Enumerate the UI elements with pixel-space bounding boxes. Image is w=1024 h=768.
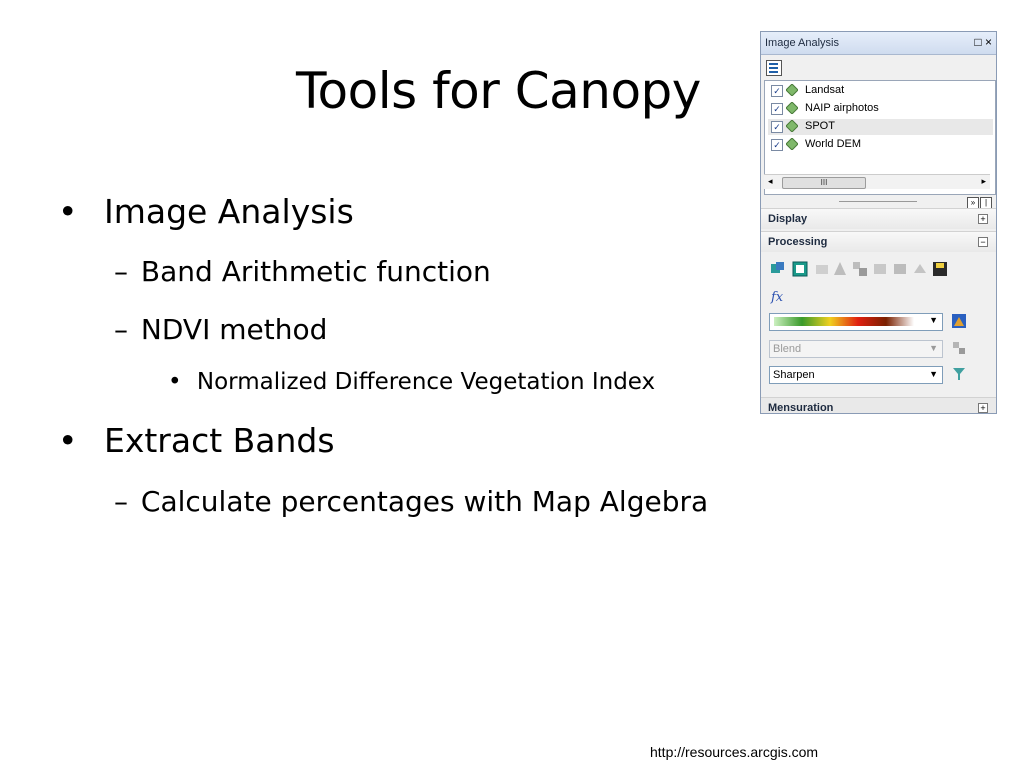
bullet-marker: •: [58, 421, 78, 460]
bullet-ndvi-definition: [168, 369, 655, 395]
bullet-band-arithmetic: [114, 255, 491, 288]
raster-layer-icon: [786, 138, 798, 150]
sharpen-value: Sharpen: [773, 369, 815, 381]
bullet-text: Image Analysis: [103, 192, 354, 231]
expand-icon[interactable]: +: [978, 403, 988, 413]
blend-tool-icon[interactable]: [951, 340, 967, 356]
stretch-icon[interactable]: [951, 313, 967, 329]
bullet-marker: •: [168, 369, 182, 395]
layer-list-scrollbar[interactable]: [764, 174, 990, 189]
shaded-relief-icon[interactable]: [832, 261, 848, 277]
bullet-text: Extract Bands: [103, 421, 335, 460]
raster-layer-icon: [786, 84, 798, 96]
layer-row[interactable]: [768, 83, 993, 99]
bullet-image-analysis: [58, 192, 354, 231]
bullet-marker: •: [58, 192, 78, 231]
layer-checkbox[interactable]: ✓: [771, 139, 783, 151]
bullet-extract-bands: [58, 421, 335, 460]
sharpen-select[interactable]: [769, 366, 943, 384]
save-icon[interactable]: [932, 261, 948, 277]
function-fx-icon[interactable]: [770, 288, 786, 304]
bullet-marker: –: [114, 313, 128, 346]
bullet-map-algebra: [114, 485, 708, 518]
raster-layer-icon: [786, 102, 798, 114]
orthorectify-icon[interactable]: [892, 261, 908, 277]
section-mensuration[interactable]: [761, 397, 996, 414]
slide-title: Tools for Canopy: [296, 62, 701, 120]
layer-name: SPOT: [805, 120, 835, 132]
layer-checkbox[interactable]: ✓: [771, 121, 783, 133]
bullet-text: NDVI method: [140, 313, 328, 346]
blend-select[interactable]: [769, 340, 943, 358]
panel-mini-buttons: [966, 196, 992, 208]
raster-layer-icon: [786, 120, 798, 132]
section-display[interactable]: [761, 208, 996, 229]
layer-row[interactable]: [768, 137, 993, 153]
scroll-right-icon[interactable]: ▸: [981, 176, 986, 186]
list-options-icon[interactable]: [766, 60, 782, 76]
collapse-icon[interactable]: −: [978, 237, 988, 247]
pansharpen-icon[interactable]: [912, 261, 928, 277]
layer-row[interactable]: [768, 101, 993, 117]
clip-icon[interactable]: [792, 261, 808, 277]
source-url[interactable]: http://resources.arcgis.com: [650, 744, 819, 760]
layer-name: Landsat: [805, 84, 845, 96]
color-ramp-select[interactable]: [769, 313, 943, 331]
processing-toolbar: [768, 261, 968, 304]
dropdown-arrow-icon: ▼: [929, 343, 938, 353]
layer-row[interactable]: [768, 119, 993, 135]
layer-checkbox[interactable]: ✓: [771, 103, 783, 115]
section-label: Display: [768, 213, 808, 225]
filter-icon[interactable]: [951, 366, 967, 382]
bullet-ndvi-method: [114, 313, 327, 346]
image-analysis-panel: [760, 31, 997, 414]
band-arithmetic-icon[interactable]: [770, 261, 786, 277]
dropdown-arrow-icon: ▼: [929, 369, 938, 379]
panel-window-buttons[interactable]: □ ×: [974, 35, 992, 49]
pin-icon[interactable]: |: [980, 197, 992, 209]
scroll-left-icon[interactable]: ◂: [768, 176, 773, 186]
expand-icon[interactable]: +: [978, 214, 988, 224]
layer-checkbox[interactable]: ✓: [771, 85, 783, 97]
bullet-text: Band Arithmetic function: [140, 255, 491, 288]
section-label: Mensuration: [768, 402, 834, 414]
collapse-all-icon[interactable]: »: [967, 197, 979, 209]
splitter[interactable]: [839, 201, 917, 202]
composite-icon[interactable]: [814, 261, 830, 277]
svg-text:fx: fx: [771, 290, 784, 304]
ndvi-icon[interactable]: [872, 261, 888, 277]
mosaic-icon[interactable]: [852, 261, 868, 277]
bullet-text: Normalized Difference Vegetation Index: [196, 369, 656, 395]
bullet-marker: –: [114, 485, 128, 518]
section-label: Processing: [768, 236, 828, 248]
layer-name: World DEM: [805, 138, 862, 150]
blend-value: Blend: [773, 343, 802, 355]
dropdown-arrow-icon: ▼: [929, 315, 938, 325]
scroll-thumb[interactable]: III: [782, 177, 866, 189]
section-processing[interactable]: [761, 231, 996, 252]
layer-name: NAIP airphotos: [805, 102, 879, 114]
panel-title-bar: [761, 32, 996, 55]
bullet-marker: –: [114, 255, 128, 288]
color-ramp-swatch: [774, 317, 914, 326]
bullet-text: Calculate percentages with Map Algebra: [140, 485, 709, 518]
panel-title: Image Analysis: [765, 37, 839, 49]
